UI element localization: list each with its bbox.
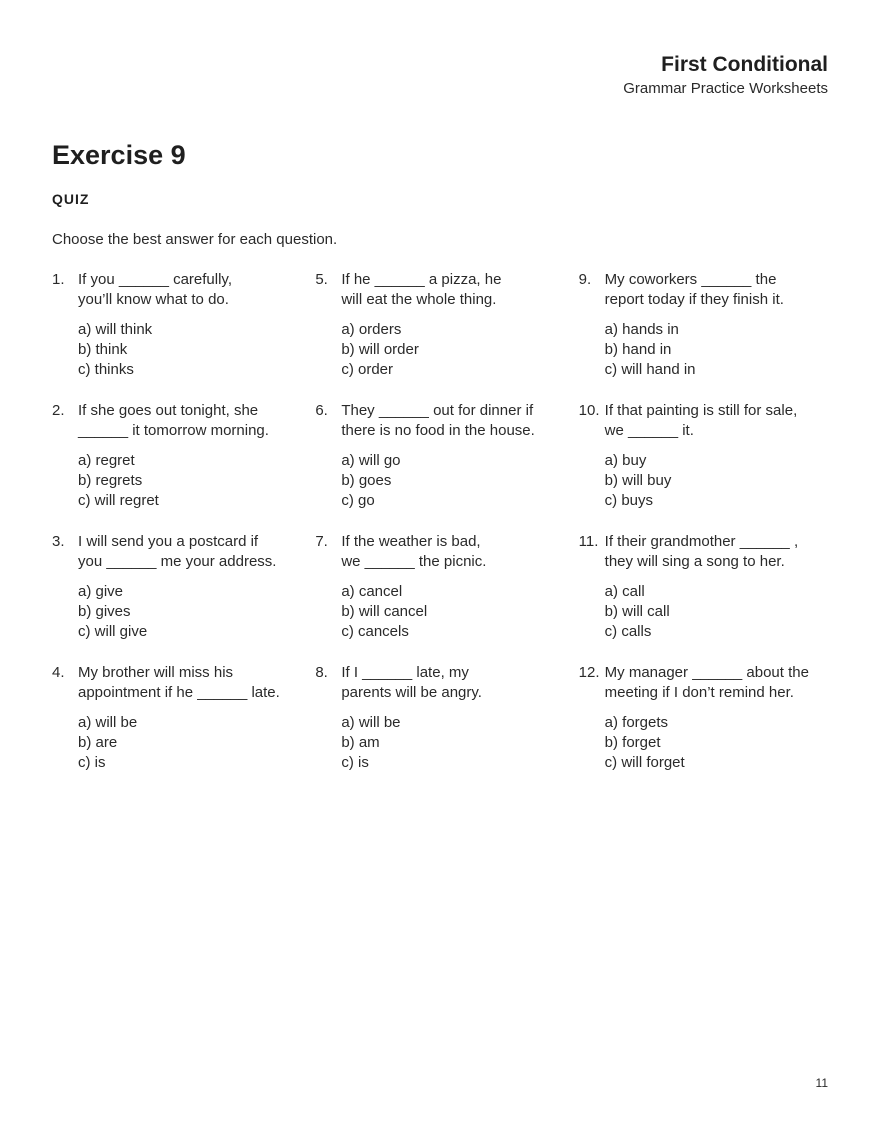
question-item: [579, 532, 842, 663]
answer-options: [78, 582, 315, 642]
question-number: 2.: [52, 402, 65, 419]
answer-option: b) will buy: [604, 472, 672, 489]
question-item: [52, 401, 315, 532]
answer-option: b) forget: [604, 734, 661, 751]
question-item: [579, 270, 842, 401]
answer-options: [605, 451, 842, 511]
question-item: [579, 663, 842, 794]
answer-options: [605, 713, 842, 773]
question-item: [52, 663, 315, 794]
answer-option: a) buy: [604, 452, 647, 469]
answer-options: [341, 713, 578, 773]
answer-options: [341, 582, 578, 642]
answer-options: [78, 320, 315, 380]
answer-option: b) think: [78, 341, 128, 358]
answer-option: a) call: [604, 583, 645, 600]
question-number: 12.: [578, 664, 600, 681]
section-label: QUIZ: [52, 191, 90, 207]
answer-option: c) calls: [604, 623, 652, 640]
question-text: If you ______ carefully, you’ll know what to do.: [78, 271, 232, 308]
document-title: First Conditional: [661, 53, 828, 76]
question-column: [315, 270, 578, 794]
question-column: [52, 270, 315, 794]
question-column: [579, 270, 842, 794]
exercise-title: Exercise 9: [52, 140, 186, 170]
answer-options: [341, 451, 578, 511]
question-number: 8.: [315, 664, 328, 681]
answer-option: c) go: [341, 492, 375, 509]
answer-option: c) will give: [78, 623, 148, 640]
question-text: They ______ out for dinner if there is no food in the house.: [341, 402, 535, 439]
answer-option: b) regrets: [78, 472, 143, 489]
question-text: If their grandmother ______ , they will sing a song to her.: [604, 533, 799, 570]
question-text: My manager ______ about the meeting if I don’t remind her.: [604, 664, 809, 701]
answer-option: b) goes: [341, 472, 392, 489]
answer-option: b) will cancel: [341, 603, 428, 620]
answer-option: b) will call: [604, 603, 670, 620]
answer-option: c) will regret: [78, 492, 159, 509]
answer-option: b) am: [341, 734, 380, 751]
question-number: 5.: [315, 271, 328, 288]
question-number: 11.: [578, 533, 599, 550]
question-number: 7.: [315, 533, 328, 550]
answer-option: a) regret: [78, 452, 135, 469]
question-number: 3.: [52, 533, 65, 550]
question-item: [315, 532, 578, 663]
answer-options: [605, 582, 842, 642]
answer-option: a) cancel: [341, 583, 403, 600]
answer-option: b) hand in: [604, 341, 672, 358]
question-item: [315, 663, 578, 794]
question-text: My brother will miss his appointment if he ______ late.: [78, 664, 280, 701]
page-number: 11: [815, 1076, 828, 1090]
answer-option: b) will order: [341, 341, 419, 358]
answer-options: [605, 320, 842, 380]
question-text: If she goes out tonight, she ______ it tomorrow morning.: [78, 402, 269, 439]
answer-option: b) gives: [78, 603, 131, 620]
question-number: 9.: [578, 271, 592, 288]
answer-option: a) give: [78, 583, 124, 600]
instruction-text: Choose the best answer for each question.: [52, 231, 338, 248]
question-item: [315, 401, 578, 532]
question-text: If the weather is bad, we ______ the picnic.: [341, 533, 487, 570]
answer-option: c) cancels: [341, 623, 409, 640]
answer-option: b) are: [78, 734, 118, 751]
document-subtitle: Grammar Practice Worksheets: [623, 80, 828, 97]
answer-options: [78, 713, 315, 773]
question-text: My coworkers ______ the report today if they finish it.: [604, 271, 784, 308]
answer-option: c) buys: [604, 492, 654, 509]
question-number: 6.: [315, 402, 328, 419]
question-number: 1.: [52, 271, 65, 288]
question-text: If I ______ late, my parents will be angry.: [341, 664, 482, 701]
question-text: If that painting is still for sale, we ______ it.: [604, 402, 798, 439]
answer-option: a) will be: [78, 714, 138, 731]
answer-option: c) thinks: [78, 361, 134, 378]
answer-option: a) hands in: [604, 321, 679, 338]
answer-option: c) will forget: [604, 754, 685, 771]
answer-options: [341, 320, 578, 380]
question-item: [52, 532, 315, 663]
answer-option: a) will be: [341, 714, 401, 731]
question-number: 4.: [52, 664, 65, 681]
question-item: [579, 401, 842, 532]
answer-option: a) will go: [341, 452, 401, 469]
question-item: [315, 270, 578, 401]
answer-option: c) will hand in: [604, 361, 696, 378]
question-number: 10.: [578, 402, 600, 419]
answer-option: c) is: [341, 754, 369, 771]
answer-option: a) will think: [78, 321, 153, 338]
answer-option: a) orders: [341, 321, 402, 338]
document-header: [623, 52, 828, 98]
answer-option: c) order: [341, 361, 394, 378]
answer-option: c) is: [78, 754, 106, 771]
question-text: I will send you a postcard if you ______ me your address.: [78, 533, 277, 570]
answer-option: a) forgets: [604, 714, 669, 731]
question-item: [52, 270, 315, 401]
question-text: If he ______ a pizza, he will eat the whole thing.: [341, 271, 502, 308]
question-columns: [52, 270, 842, 794]
answer-options: [78, 451, 315, 511]
